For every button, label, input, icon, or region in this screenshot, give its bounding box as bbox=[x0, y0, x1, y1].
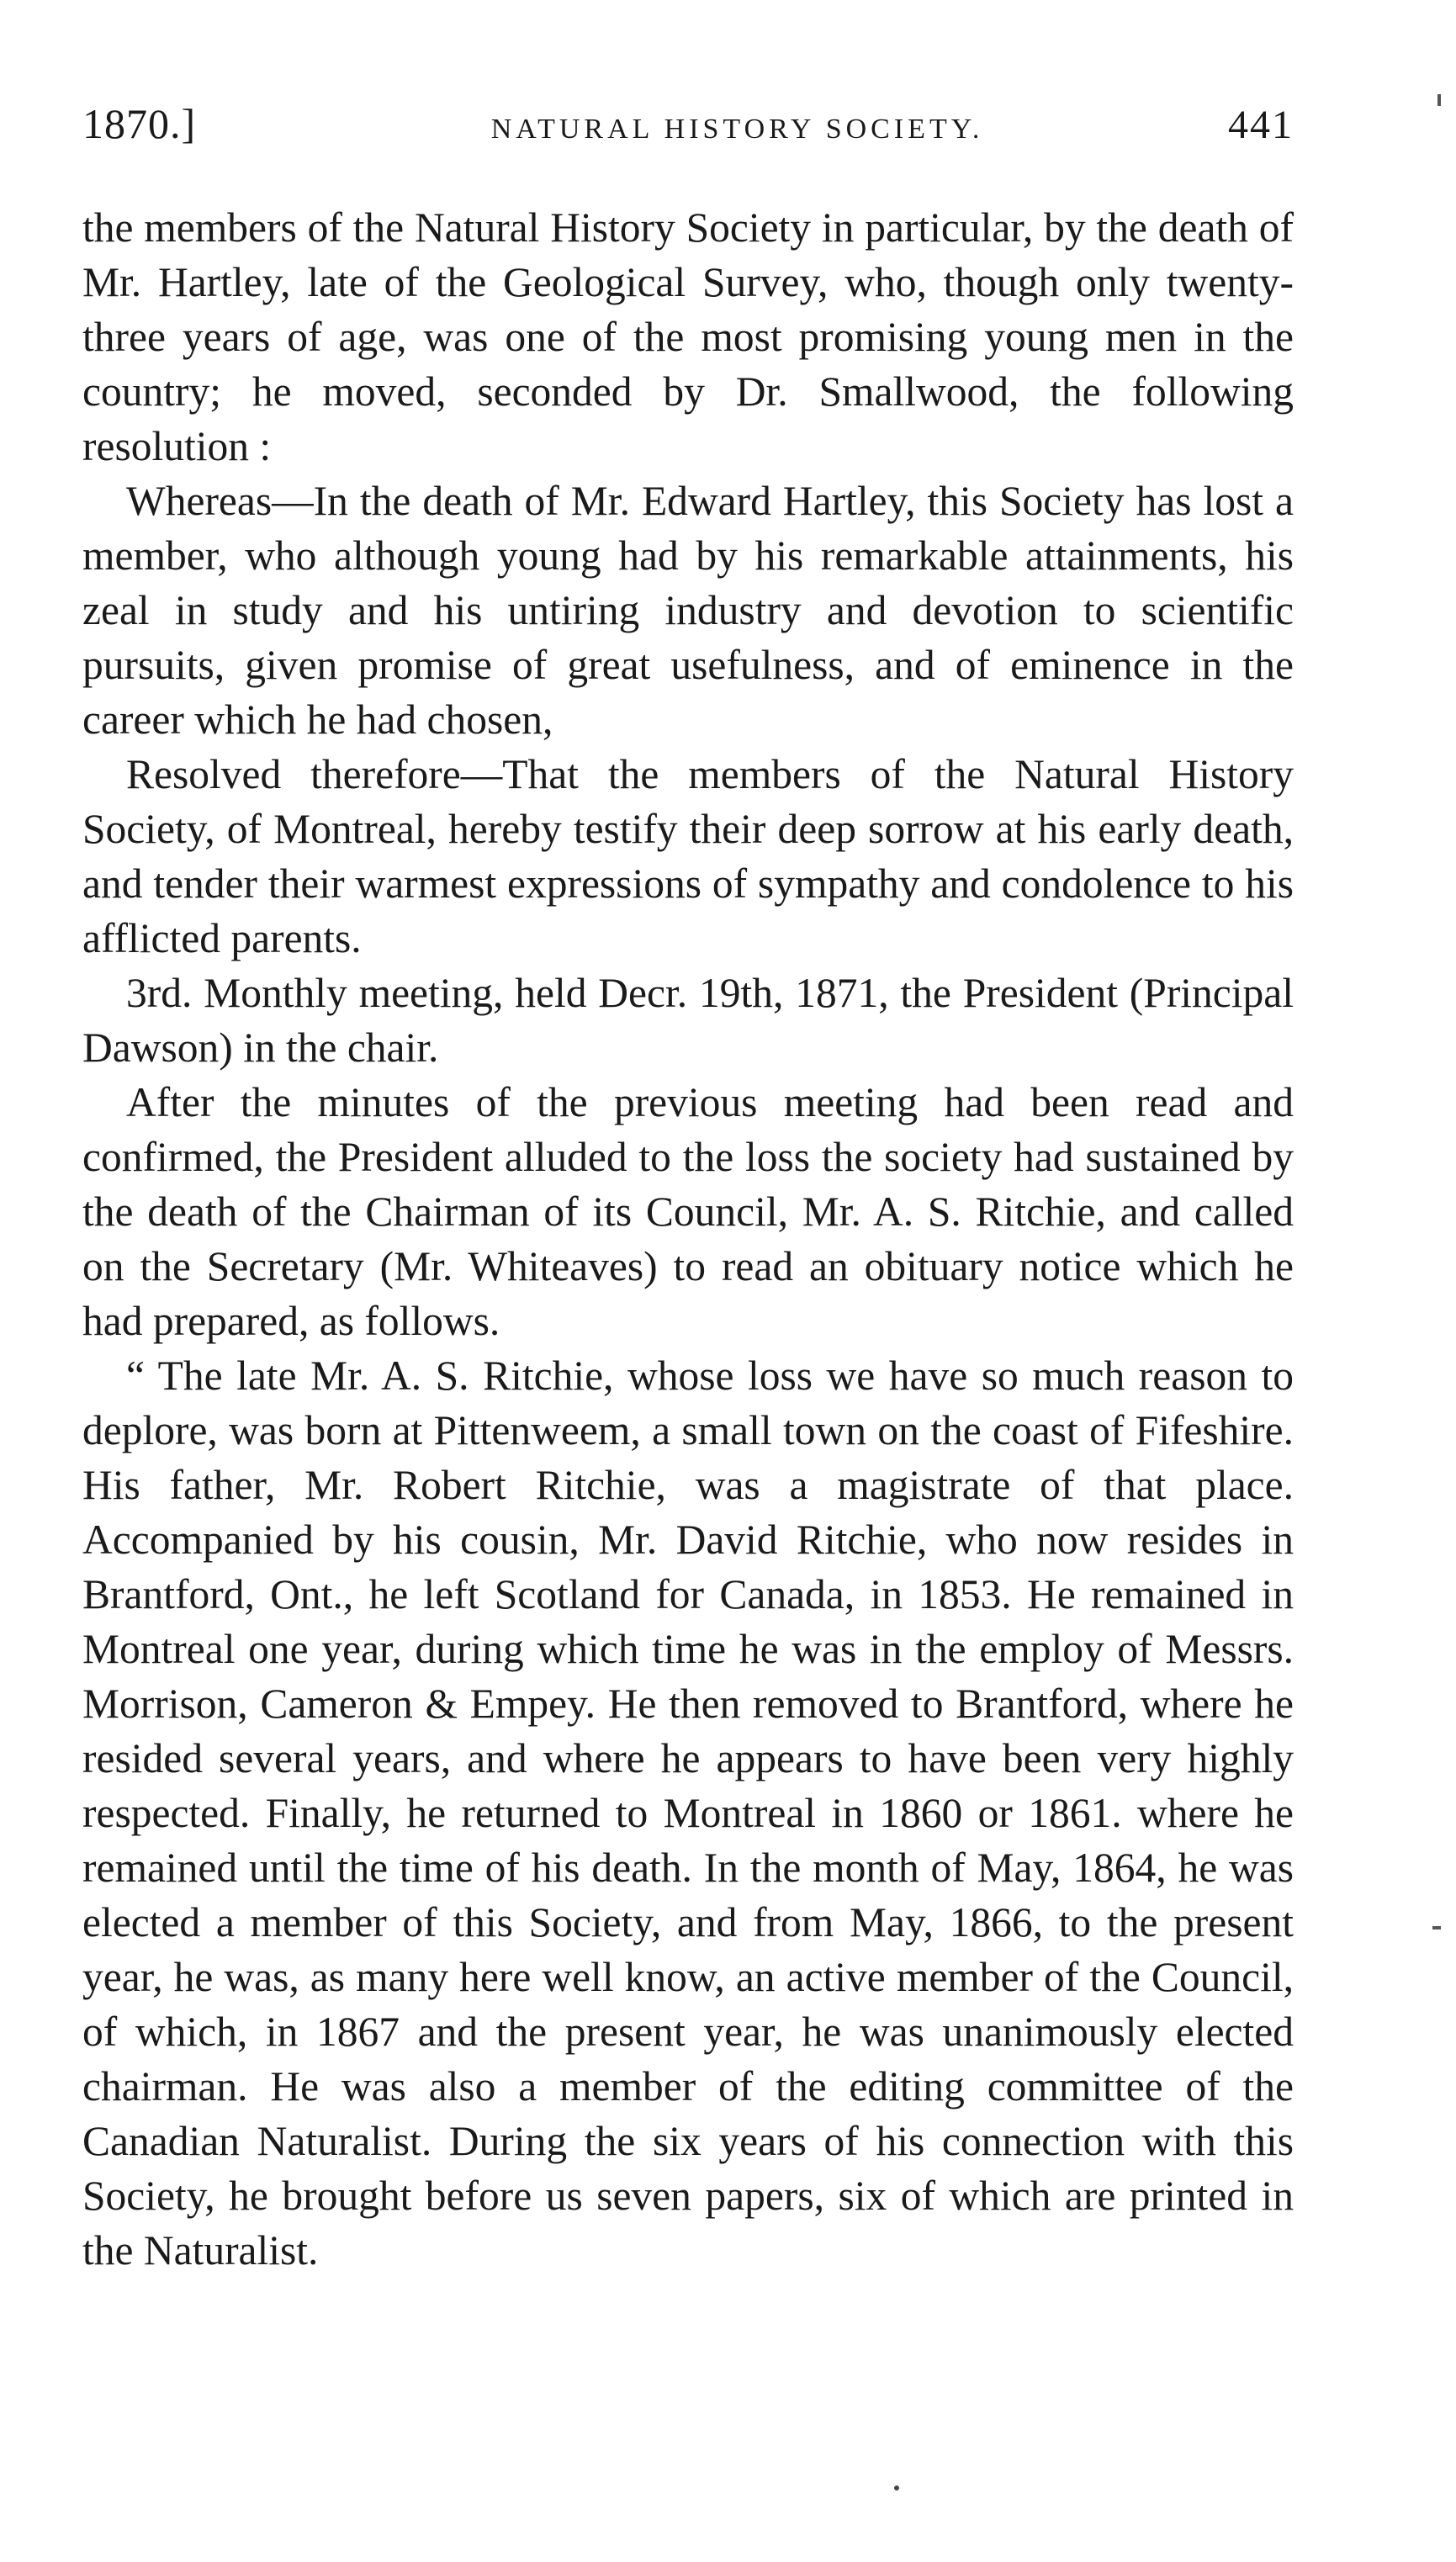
paragraph-third-meeting: 3rd. Monthly meeting, held Decr. 19th, 1871, the President (Principal Dawson) in the chair. bbox=[82, 970, 1294, 1071]
paragraph-obituary: “ The late Mr. A. S. Ritchie, whose loss we have so much reason to deplore, was born at Pittenweem, a small town on the coast of Fifeshire. His father, Mr. Robert Ritchie, was a magistrate of that place. Accompanied by his cousin, Mr. David Ritchie, who now resides in Brantford, Ont., he left Scotland for Canada, in 1853. He remained in Montreal one year, during which time he was in the employ of Messrs. Morrison, Cameron & Empey. He then removed to Brantford, where he resided several years, and where he appears to have been very highly respected. Finally, he returned to Montreal in 1860 or 1861. where he remained until the time of his death. In the month of May, 1864, he was elected a member of this Society, and from May, 1866, to the present year, he was, as many here well know, an active member of the Council, of which, in 1867 and the present year, he was unanimously elected chairman. He was also a member of the editing committee of the Canadian Naturalist. During the six years of his connection with this Society, he brought before us seven papers, six of which are printed in the Naturalist. bbox=[82, 1352, 1294, 2274]
header-title: NATURAL HISTORY SOCIETY. bbox=[490, 114, 984, 145]
page-number: 441 bbox=[1227, 103, 1294, 147]
paragraph-resolved: Resolved therefore—That the members of the Natural History Society, of Montreal, hereby testify their deep sorrow at his early death, and tender their warmest expressions of sympathy and condolence to his afflicted parents. bbox=[82, 751, 1294, 961]
running-head bbox=[82, 99, 1294, 167]
margin-mark-middle bbox=[1432, 1926, 1441, 1929]
paragraph-hartley-continuation: the members of the Natural History Society in particular, by the death of Mr. Hartley, late of the Geological Survey, who, though only twenty-three years of age, was one of the most promising young men in the country; he moved, seconded by Dr. Smallwood, the following resolution : bbox=[82, 204, 1294, 469]
margin-mark-top bbox=[1437, 94, 1441, 106]
ink-speck bbox=[894, 2485, 899, 2491]
paragraph-minutes: After the minutes of the previous meeting had been read and confirmed, the President alluded to the loss the society had sustained by the death of the Chairman of its Council, Mr. A. S. Ritchie, and called on the Secretary (Mr. Whiteaves) to read an obituary notice which he had prepared, as follows. bbox=[82, 1079, 1294, 1344]
paragraph-whereas: Whereas—In the death of Mr. Edward Hartley, this Society has lost a member, who although young had by his remarkable attainments, his zeal in study and his untiring industry and devotion to scientific pursuits, given promise of great usefulness, and of eminence in the career which he had chosen, bbox=[82, 478, 1294, 743]
header-year: 1870.] bbox=[82, 100, 197, 147]
body-text bbox=[82, 200, 1294, 2278]
book-page bbox=[82, 99, 1294, 2278]
